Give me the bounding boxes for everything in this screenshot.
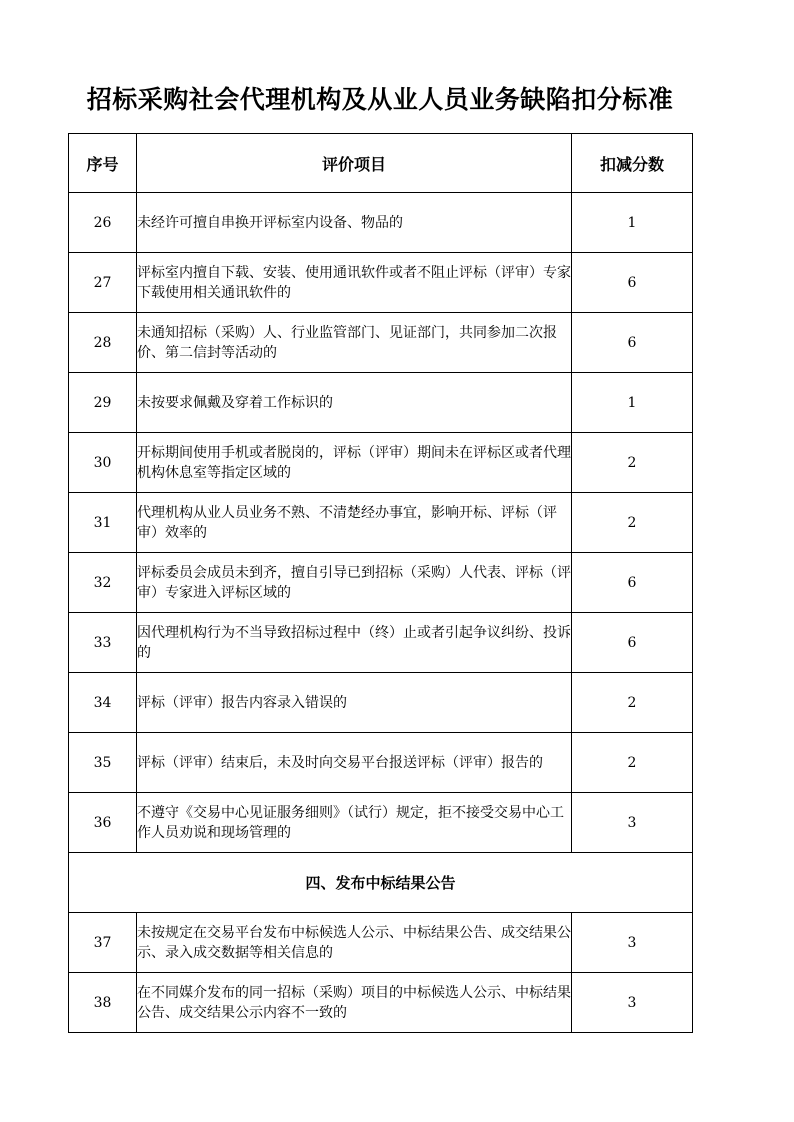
row-score: 1 (572, 193, 693, 253)
table-row (69, 313, 693, 373)
row-item: 评标（评审）报告内容录入错误的 (137, 673, 572, 733)
row-no: 37 (69, 913, 137, 973)
row-item: 评标（评审）结束后，未及时向交易平台报送评标（评审）报告的 (137, 733, 572, 793)
section-row (69, 853, 693, 913)
row-no: 29 (69, 373, 137, 433)
row-item: 在不同媒介发布的同一招标（采购）项目的中标候选人公示、中标结果公告、成交结果公示内容不一致的 (137, 973, 572, 1033)
row-no: 34 (69, 673, 137, 733)
header-item: 评价项目 (137, 134, 572, 193)
table-row (69, 553, 693, 613)
row-no: 26 (69, 193, 137, 253)
table-row (69, 193, 693, 253)
row-score: 3 (572, 913, 693, 973)
table-row (69, 973, 693, 1033)
row-score: 6 (572, 253, 693, 313)
table-row (69, 793, 693, 853)
table-row (69, 493, 693, 553)
row-no: 36 (69, 793, 137, 853)
table-header-row (69, 134, 693, 193)
row-score: 2 (572, 493, 693, 553)
row-score: 3 (572, 793, 693, 853)
row-no: 33 (69, 613, 137, 673)
deduction-standards-table (68, 133, 693, 1033)
section-heading: 四、发布中标结果公告 (69, 853, 693, 913)
table-row (69, 253, 693, 313)
row-score: 6 (572, 313, 693, 373)
row-item: 评标委员会成员未到齐，擅自引导已到招标（采购）人代表、评标（评审）专家进入评标区域的 (137, 553, 572, 613)
row-item: 未经许可擅自串换开评标室内设备、物品的 (137, 193, 572, 253)
table-row (69, 613, 693, 673)
row-score: 2 (572, 733, 693, 793)
row-item: 评标室内擅自下载、安装、使用通讯软件或者不阻止评标（评审）专家下载使用相关通讯软件的 (137, 253, 572, 313)
row-score: 1 (572, 373, 693, 433)
row-item: 未通知招标（采购）人、行业监管部门、见证部门，共同参加二次报价、第二信封等活动的 (137, 313, 572, 373)
row-item: 不遵守《交易中心见证服务细则》（试行）规定，拒不接受交易中心工作人员劝说和现场管理的 (137, 793, 572, 853)
row-no: 28 (69, 313, 137, 373)
row-score: 3 (572, 973, 693, 1033)
row-no: 32 (69, 553, 137, 613)
row-no: 35 (69, 733, 137, 793)
table-row (69, 433, 693, 493)
row-no: 27 (69, 253, 137, 313)
row-no: 30 (69, 433, 137, 493)
row-no: 31 (69, 493, 137, 553)
table-row (69, 673, 693, 733)
page-title: 招标采购社会代理机构及从业人员业务缺陷扣分标准 (86, 85, 674, 114)
row-score: 2 (572, 673, 693, 733)
row-item: 开标期间使用手机或者脱岗的，评标（评审）期间未在评标区或者代理机构休息室等指定区域的 (137, 433, 572, 493)
table-row (69, 373, 693, 433)
row-no: 38 (69, 973, 137, 1033)
row-score: 6 (572, 553, 693, 613)
table-row (69, 913, 693, 973)
header-no: 序号 (69, 134, 137, 193)
header-score: 扣减分数 (572, 134, 693, 193)
table-row (69, 733, 693, 793)
row-item: 未按规定在交易平台发布中标候选人公示、中标结果公告、成交结果公示、录入成交数据等相关信息的 (137, 913, 572, 973)
row-item: 未按要求佩戴及穿着工作标识的 (137, 373, 572, 433)
row-item: 因代理机构行为不当导致招标过程中（终）止或者引起争议纠纷、投诉的 (137, 613, 572, 673)
row-item: 代理机构从业人员业务不熟、不清楚经办事宜，影响开标、评标（评审）效率的 (137, 493, 572, 553)
row-score: 2 (572, 433, 693, 493)
row-score: 6 (572, 613, 693, 673)
